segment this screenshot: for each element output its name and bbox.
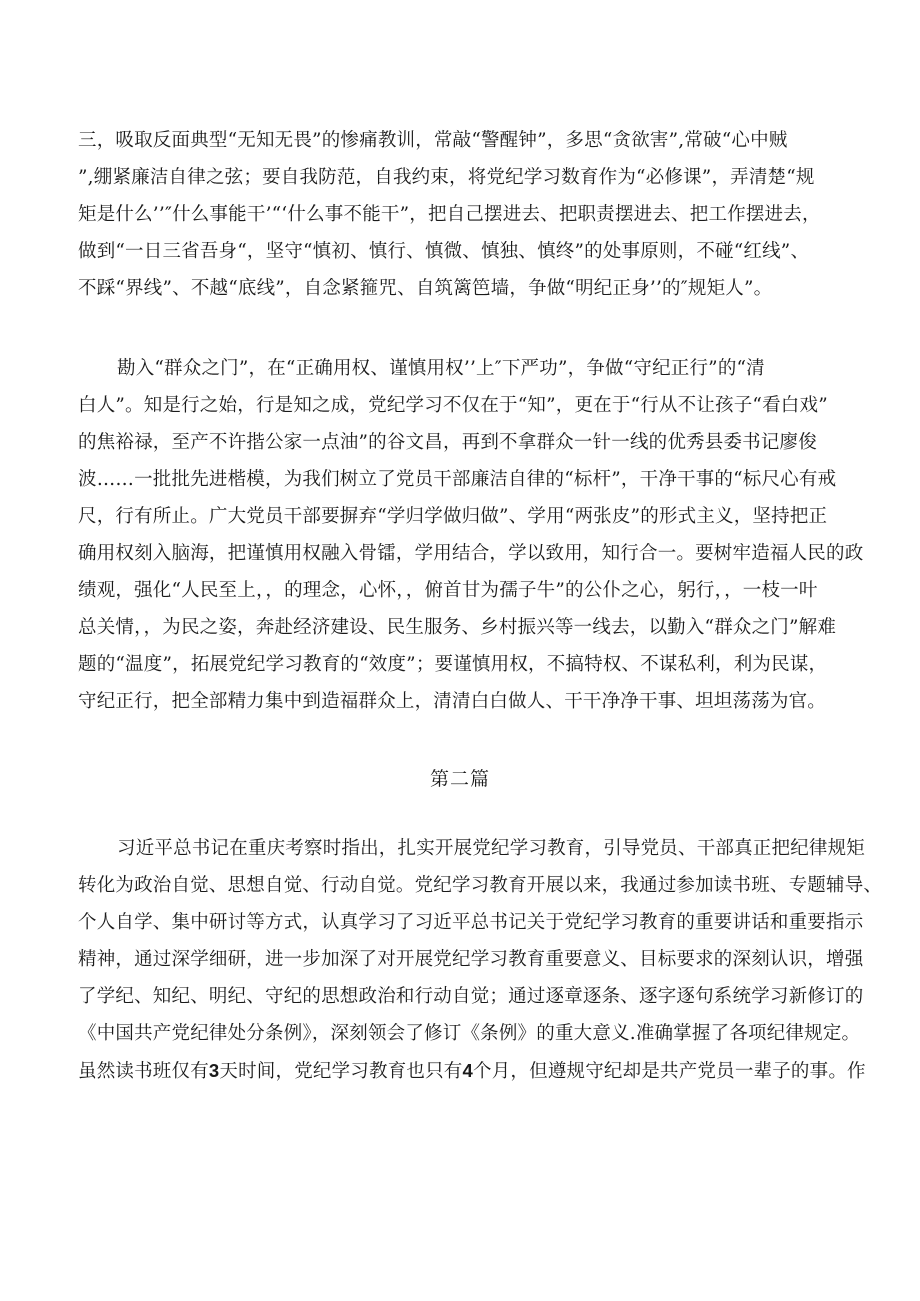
text-line: 《中国共产党纪律处分条例》，深刻领会了修订《条例》的重大意义.准确掌握了各项纪律规定。 xyxy=(78,1023,861,1044)
text-line: 勘入“群众之门”，在“正确用权、谨慎用权’’上″下严功”，争做“守纪正行”的“清 xyxy=(117,358,765,379)
text-line: 题的“温度”，拓展党纪学习教育的“效度”；要谨慎用权，不搞特权、不谋私利，利为民谋， xyxy=(78,654,828,675)
text-line: 做到“一日三省吾身“，坚守“慎初、慎行、慎微、慎独、慎终”的处事原则，不碰“红线”、 xyxy=(78,241,810,262)
text-line: 绩观，强化“人民至上，，的理念，心怀，，俯首甘为孺子牛”的公仆之心，躬行，，一枝一叶 xyxy=(78,580,818,601)
text-line: 总关情，，为民之姿，奔赴经济建设、民生服务、乡村振兴等一线去，以勤入“群众之门”解难 xyxy=(78,617,837,638)
number-days: 3 xyxy=(208,1060,220,1081)
text-line: 三，吸取反面典型“无知无畏”的惨痛教训，常敲“警醒钟”，多思“贪欲害”,常破“心中贼 xyxy=(78,130,788,151)
text-segment: 个月，但遵规守纪却是共产党员一辈子的事。作 xyxy=(473,1061,866,1082)
section-heading: 第二篇 xyxy=(429,768,490,790)
text-segment: 天时间，党纪学习教育也只有 xyxy=(219,1061,463,1082)
text-line: 尺，行有所止。广大党员干部要摒弃“学归学做归做”、学用“两张皮”的形式主义，坚持把正 xyxy=(78,506,828,527)
text-line: ”,绷紧廉洁自律之弦；要自我防范，自我约束，将党纪学习数育作为“必修课”，弄清楚“规 xyxy=(78,167,815,188)
text-line: 了学纪、知纪、明纪、守纪的思想政治和行动自觉；通过逐章逐条、逐字逐句系统学习新修订的 xyxy=(78,986,864,1007)
text-line: 守纪正行，把全部精力集中到造福群众上，清清白白做人、干干净净干事、坦坦荡荡为官。 xyxy=(78,691,827,712)
text-line: 波……一批批先进楷模，为我们树立了党员干部廉洁自律的“标杆”，干净干事的“标尺心有戒 xyxy=(78,469,837,490)
text-line: 转化为政治自觉、思想自觉、行动自觉。党纪学习教育开展以来，我通过参加读书班、专题辅导、 xyxy=(78,875,883,896)
text-line: 习近平总书记在重庆考察时指出，扎实开展党纪学习教育，引导党员、干部真正把纪律规矩 xyxy=(117,838,866,859)
text-line: 矩是什么’’″什么事能干’“‘什么事不能干”，把自己摆进去、把职责摆进去、把工作摆进去， xyxy=(78,204,821,225)
text-line: 白人”。知是行之始，行是知之成，党纪学习不仅在于“知”，更在于“行从不让孩子“看白戏” xyxy=(78,395,828,416)
text-line: 个人自学、集中研讨等方式，认真学习了习近平总书记关于党纪学习教育的重要讲话和重要指示 xyxy=(78,912,864,933)
number-months: 4 xyxy=(462,1060,474,1081)
text-line xyxy=(78,1057,866,1086)
text-line: 的焦裕禄，至产不许揩公家一点油”的谷文昌，再到不拿群众一针一线的优秀县委书记廖俊 xyxy=(78,432,817,453)
text-line: 确用权刻入脑海，把谨慎用权融入骨镭，学用结合，学以致用，知行合一。要树牢造福人民的政 xyxy=(78,543,864,564)
text-line: 不踩“界线”、不越“底线”，自念紧箍咒、自筑篱笆墙，争做“明纪正身’’的″规矩人”。 xyxy=(78,278,773,299)
text-segment: 虽然读书班仅有 xyxy=(78,1061,209,1082)
text-line: 精神，通过深学细研，进一步加深了对开展党纪学习教育重要意义、目标要求的深刻认识，增强 xyxy=(78,949,864,970)
